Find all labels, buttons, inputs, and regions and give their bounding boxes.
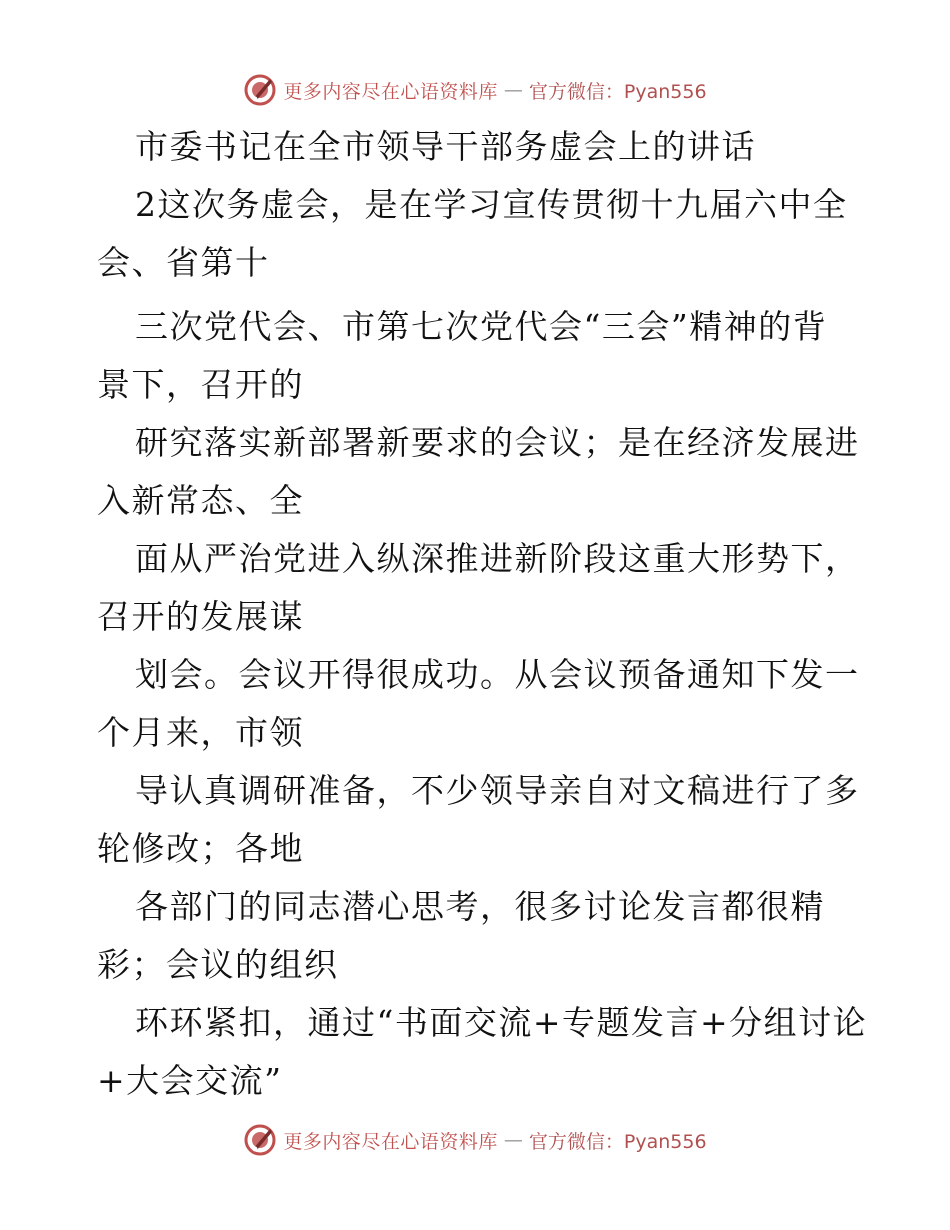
- paragraph-line: 个月来，市领: [97, 713, 304, 752]
- paragraph-line: 召开的发展谋: [97, 597, 304, 636]
- paragraph-line: 会、省第十: [97, 243, 270, 282]
- paragraph-line: 各部门的同志潜心思考，很多讨论发言都很精: [135, 887, 825, 926]
- paragraph-line: +大会交流”: [97, 1061, 283, 1100]
- watermark-brand-text: 更多内容尽在心语资料库: [283, 80, 498, 103]
- paragraph-line: 三次党代会、市第七次党代会“三会”精神的背: [135, 307, 828, 346]
- paragraph-line: 导认真调研准备，不少领导亲自对文稿进行了多: [135, 771, 860, 810]
- watermark-brand-text: 更多内容尽在心语资料库: [283, 1130, 498, 1153]
- quill-seal-icon: [243, 1123, 277, 1157]
- paragraph-line: 轮修改；各地: [97, 829, 304, 868]
- paragraph-line: 入新常态、全: [97, 481, 304, 520]
- paragraph-line: 划会。会议开得很成功。从会议预备通知下发一: [135, 655, 860, 694]
- paragraph-line: 景下，召开的: [97, 365, 304, 404]
- paragraph-line: 2这次务虚会，是在学习宣传贯彻十九届六中全: [135, 185, 848, 224]
- footer-watermark: [0, 1120, 950, 1160]
- document-title: 市委书记在全市领导干部务虚会上的讲话: [135, 127, 756, 166]
- watermark-wechat-text: 官方微信：Pyan556: [528, 1130, 707, 1153]
- watermark-wechat-text: 官方微信：Pyan556: [528, 80, 707, 103]
- watermark-separator: —: [503, 1129, 523, 1151]
- paragraph-line: 面从严治党进入纵深推进新阶段这重大形势下，: [135, 539, 860, 578]
- header-watermark: [0, 70, 950, 110]
- paragraph-line: 环环紧扣，通过“书面交流+专题发言+分组讨论: [135, 1003, 868, 1042]
- paragraph-line: 彩；会议的组织: [97, 945, 339, 984]
- quill-seal-icon: [243, 73, 277, 107]
- watermark-separator: —: [503, 79, 523, 101]
- paragraph-line: 研究落实新部署新要求的会议；是在经济发展进: [135, 423, 860, 462]
